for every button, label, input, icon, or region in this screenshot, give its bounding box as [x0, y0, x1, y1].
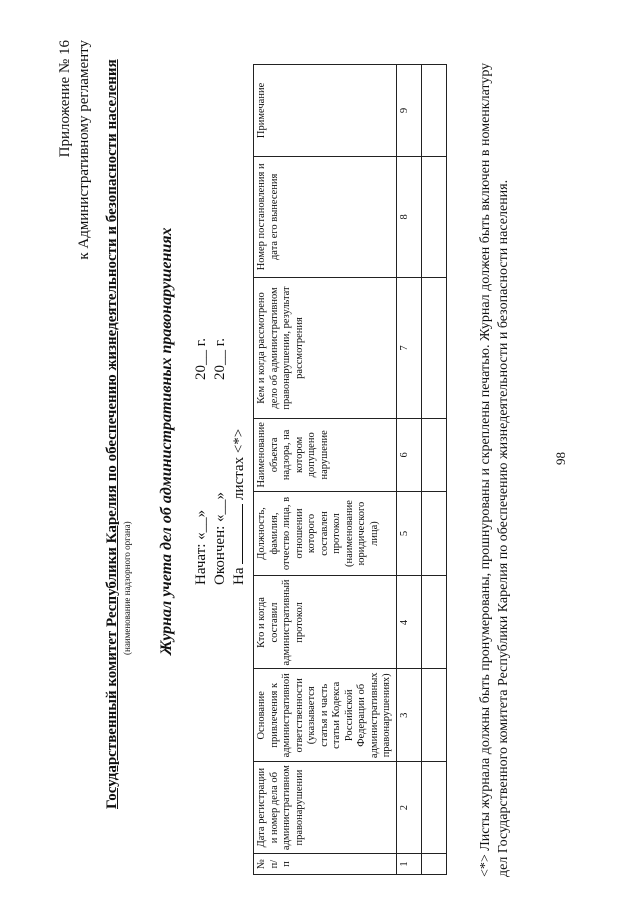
table-cell: [421, 419, 446, 491]
journal-title: Журнал учета дел об административных правонарушениях: [158, 227, 175, 655]
finished-label: Окончен: «__»: [212, 491, 228, 585]
table-row: [421, 65, 446, 875]
on-label: На: [231, 567, 247, 585]
journal-table: [253, 64, 447, 875]
table-header-row: [254, 65, 397, 875]
table-cell: [421, 854, 446, 875]
table-cell: [421, 156, 446, 277]
appendix-number: Приложение № 16: [57, 40, 73, 158]
column-number: 3: [396, 669, 421, 762]
appendix-header: [56, 40, 94, 260]
table-header-cell: Наименование объекта надзора, на котором допущено нарушение: [254, 419, 397, 491]
table-cell: [421, 576, 446, 669]
column-number: 6: [396, 419, 421, 491]
table-cell: [421, 65, 446, 157]
organization-caption: (наименование надзорного органа): [122, 521, 132, 655]
table-header-cell: Примечание: [254, 65, 397, 157]
started-year: 20__ г.: [193, 338, 209, 380]
column-number: 8: [396, 156, 421, 277]
table-cell: [421, 491, 446, 576]
table-cell: [421, 669, 446, 762]
table-header-cell: Основание привлечения к административной ответственности (указывается статья и часть статьи Кодекса Российской Федерации об административных правонарушениях): [254, 669, 397, 762]
column-number: 9: [396, 65, 421, 157]
table-header-cell: Дата регистрации и номер дела об административном правонарушении: [254, 762, 397, 854]
column-number: 5: [396, 491, 421, 576]
finished-year: 20__ г.: [212, 338, 228, 380]
table-cell: [421, 277, 446, 418]
sheets-row: [230, 338, 249, 585]
table-cell: [421, 762, 446, 854]
table-header-cell: № п/п: [254, 854, 397, 875]
sheets-label: листах <*>: [231, 428, 247, 500]
page-number: 98: [553, 452, 568, 465]
journal-period: [192, 338, 249, 585]
started-label: Начат: «__»: [193, 509, 209, 585]
organization-name: Государственный комитет Республики Карелия по обеспечению жизнедеятельности и безопасности населения: [104, 59, 120, 809]
column-number: 2: [396, 762, 421, 854]
column-number: 7: [396, 277, 421, 418]
started-row: [192, 338, 211, 585]
column-number: 1: [396, 854, 421, 875]
sheets-blank: [242, 504, 243, 564]
table-header-cell: Кем и когда рассмотрено дело об административном правонарушении, результат рассмотрения: [254, 277, 397, 418]
table-header-cell: Должность, фамилия, отчество лица, в отношении которого составлен протокол (наименование юридического лица): [254, 491, 397, 576]
finished-row: [211, 338, 230, 585]
table-header-cell: Кто и когда составил административный протокол: [254, 576, 397, 669]
column-number: 4: [396, 576, 421, 669]
footnote: <*> Листы журнала должны быть пронумерованы, прошнурованы и скреплены печатью. Журнал должен быть включен в номенклатуру дел Государственного комитета Республики Карелия по обеспечению жизнедеятельности и безопасности населения.: [478, 62, 511, 877]
table-number-row: [396, 65, 421, 875]
appendix-reference: к Административному регламенту: [76, 40, 92, 260]
table-header-cell: Номер постановления и дата его вынесения: [254, 156, 397, 277]
